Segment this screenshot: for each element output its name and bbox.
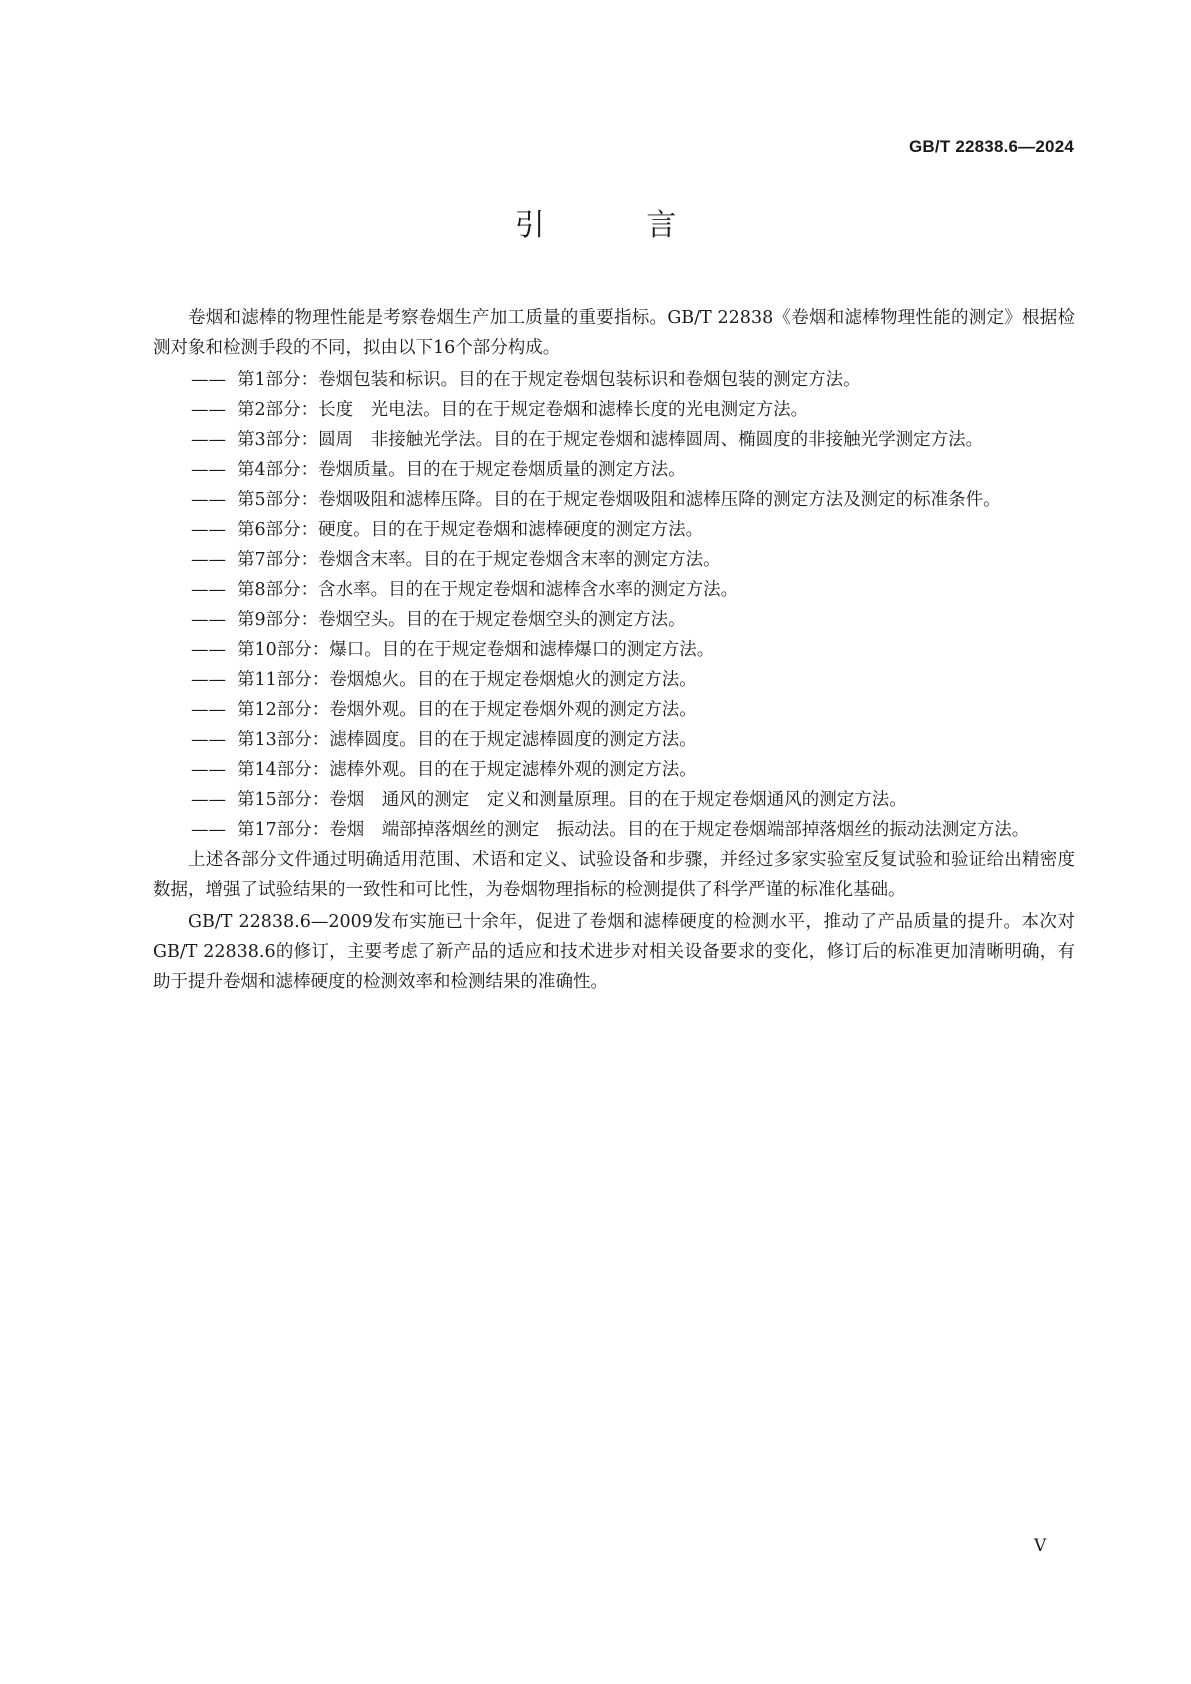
part-text: 第12部分：卷烟外观。目的在于规定卷烟外观的测定方法。 — [237, 700, 697, 720]
page-title: 引 言 — [514, 208, 723, 243]
list-item — [153, 395, 1075, 425]
list-item — [153, 635, 1075, 665]
part-text: 第2部分：长度 光电法。目的在于规定卷烟和滤棒长度的光电测定方法。 — [237, 400, 809, 420]
dash-marker: —— — [191, 640, 226, 660]
list-item — [153, 815, 1075, 845]
part-text: 第13部分：滤棒圆度。目的在于规定滤棒圆度的测定方法。 — [237, 730, 697, 750]
dash-marker: —— — [191, 520, 226, 540]
dash-marker: —— — [191, 670, 226, 690]
part-text: 第5部分：卷烟吸阻和滤棒压降。目的在于规定卷烟吸阻和滤棒压降的测定方法及测定的标准条件。 — [237, 490, 1001, 510]
part-text: 第9部分：卷烟空头。目的在于规定卷烟空头的测定方法。 — [237, 610, 686, 630]
dash-marker: —— — [191, 790, 226, 810]
part-text: 第3部分：圆周 非接触光学法。目的在于规定卷烟和滤棒圆周、椭圆度的非接触光学测定方法。 — [237, 430, 984, 450]
list-item — [153, 425, 1075, 455]
dash-marker: —— — [191, 580, 226, 600]
list-item — [153, 515, 1075, 545]
dash-marker: —— — [191, 760, 226, 780]
document-body — [153, 303, 1075, 999]
part-text: 第7部分：卷烟含末率。目的在于规定卷烟含末率的测定方法。 — [237, 550, 721, 570]
list-item — [153, 575, 1075, 605]
parts-list — [153, 365, 1075, 845]
part-text: 第1部分：卷烟包装和标识。目的在于规定卷烟包装标识和卷烟包装的测定方法。 — [237, 370, 861, 390]
list-item — [153, 785, 1075, 815]
intro-paragraph: 卷烟和滤棒的物理性能是考察卷烟生产加工质量的重要指标。GB/T 22838《卷烟和滤棒物理性能的测定》根据检测对象和检测手段的不同，拟由以下16个部分构成。 — [153, 308, 1075, 358]
revision-paragraph: GB/T 22838.6—2009发布实施已十余年，促进了卷烟和滤棒硬度的检测水平，推动了产品质量的提升。本次对GB/T 22838.6的修订，主要考虑了新产品的适应和技术进步对相关设备要求的变化，修订后的标准更加清晰明确，有助于提升卷烟和滤棒硬度的检测效率和检测结果的准确性。 — [153, 912, 1075, 992]
dash-marker: —— — [191, 370, 226, 390]
part-text: 第10部分：爆口。目的在于规定卷烟和滤棒爆口的测定方法。 — [237, 640, 715, 660]
page-number: V — [1034, 1536, 1047, 1556]
part-text: 第15部分：卷烟 通风的测定 定义和测量原理。目的在于规定卷烟通风的测定方法。 — [237, 790, 907, 810]
list-item — [153, 545, 1075, 575]
list-item — [153, 485, 1075, 515]
part-text: 第8部分：含水率。目的在于规定卷烟和滤棒含水率的测定方法。 — [237, 580, 739, 600]
dash-marker: —— — [191, 730, 226, 750]
dash-marker: —— — [191, 550, 226, 570]
list-item — [153, 725, 1075, 755]
dash-marker: —— — [191, 700, 226, 720]
part-text: 第4部分：卷烟质量。目的在于规定卷烟质量的测定方法。 — [237, 460, 686, 480]
dash-marker: —— — [191, 610, 226, 630]
summary-paragraph: 上述各部分文件通过明确适用范围、术语和定义、试验设备和步骤，并经过多家实验室反复试验和验证给出精密度数据，增强了试验结果的一致性和可比性，为卷烟物理指标的检测提供了科学严谨的标准化基础。 — [153, 850, 1075, 900]
standard-code: GB/T 22838.6—2024 — [909, 137, 1074, 156]
list-item — [153, 695, 1075, 725]
list-item — [153, 755, 1075, 785]
dash-marker: —— — [191, 400, 226, 420]
list-item — [153, 365, 1075, 395]
part-text: 第17部分：卷烟 端部掉落烟丝的测定 振动法。目的在于规定卷烟端部掉落烟丝的振动法测定方法。 — [237, 820, 1030, 840]
part-text: 第11部分：卷烟熄火。目的在于规定卷烟熄火的测定方法。 — [237, 670, 697, 690]
dash-marker: —— — [191, 430, 226, 450]
dash-marker: —— — [191, 460, 226, 480]
part-text: 第6部分：硬度。目的在于规定卷烟和滤棒硬度的测定方法。 — [237, 520, 704, 540]
dash-marker: —— — [191, 820, 226, 840]
part-text: 第14部分：滤棒外观。目的在于规定滤棒外观的测定方法。 — [237, 760, 697, 780]
list-item — [153, 665, 1075, 695]
list-item — [153, 605, 1075, 635]
list-item — [153, 455, 1075, 485]
dash-marker: —— — [191, 490, 226, 510]
